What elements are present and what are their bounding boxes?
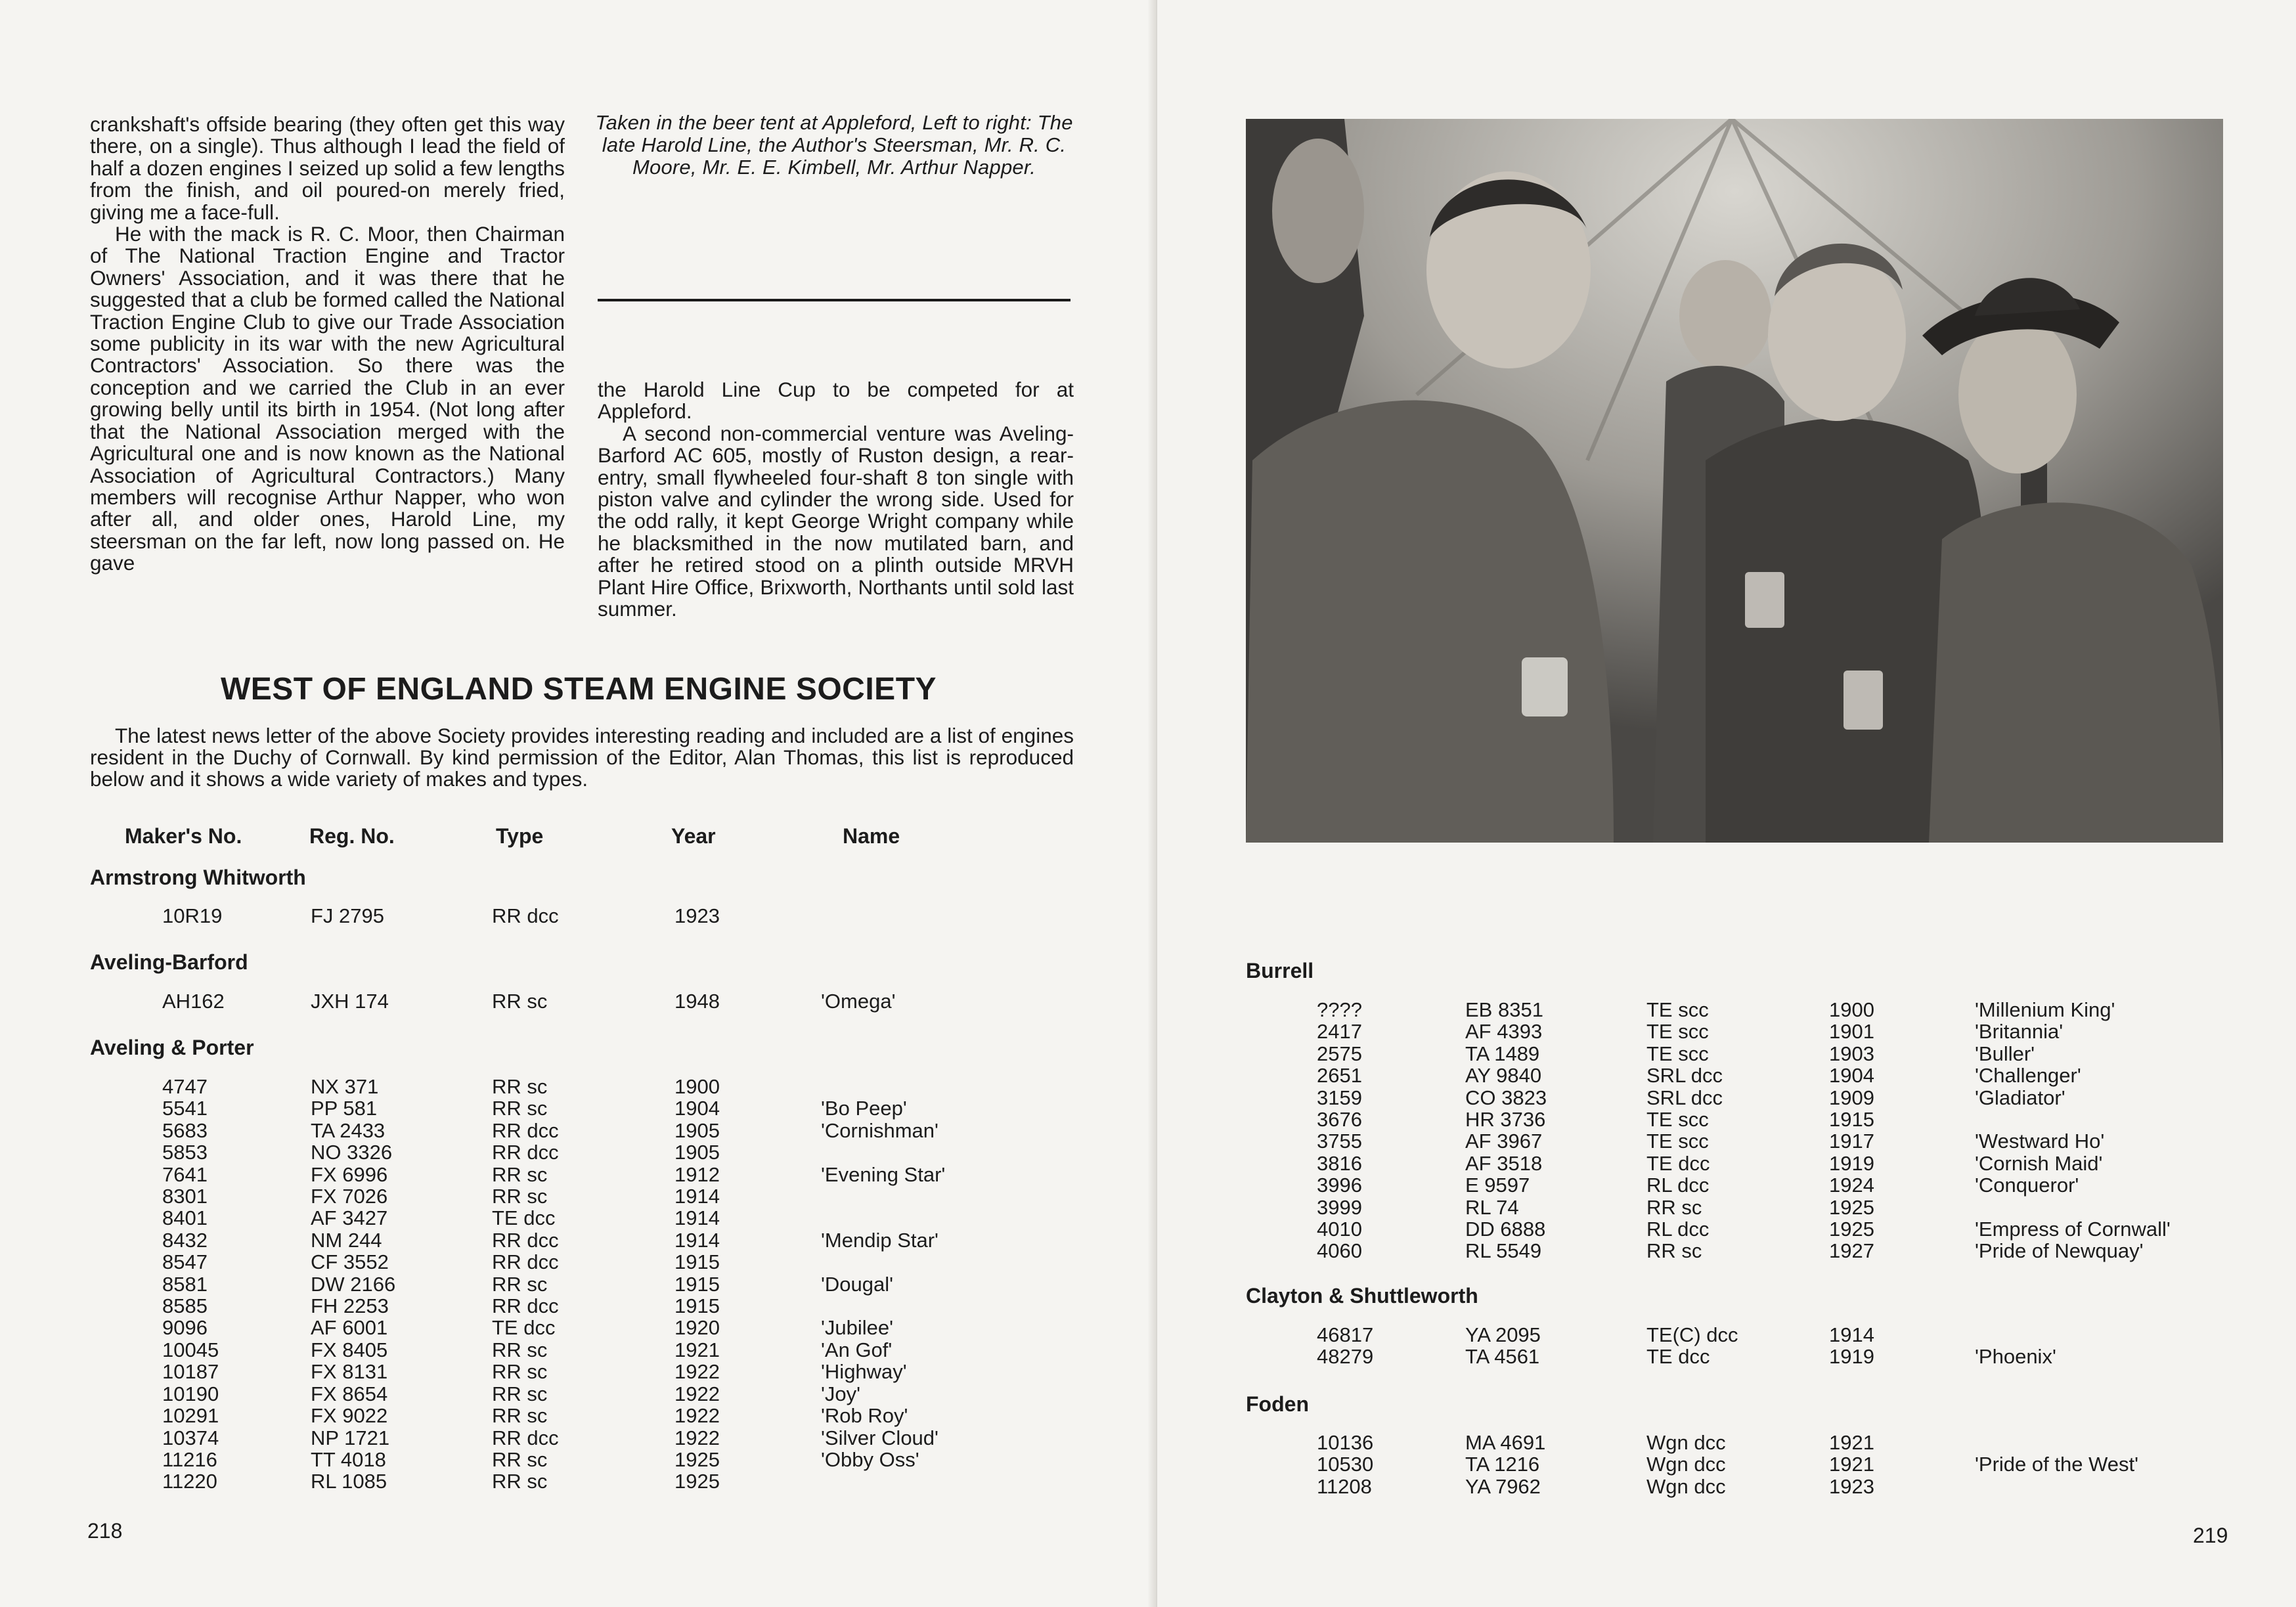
year: 1904 [1829, 1064, 1874, 1088]
engine-type: RR sc [492, 1338, 548, 1361]
engine-type: TE scc [1646, 1042, 1709, 1065]
makers-no: 8581 [162, 1272, 208, 1296]
engine-name: 'Obby Oss' [821, 1447, 919, 1471]
engine-type: RR dcc [492, 904, 559, 927]
year: 1925 [1829, 1218, 1874, 1241]
table-row [162, 1361, 945, 1382]
engine-type: RL dcc [1646, 1174, 1710, 1197]
year: 1915 [674, 1250, 720, 1274]
engine-type: RR dcc [492, 1250, 559, 1274]
table-row [1317, 1109, 2171, 1130]
engine-name: 'Evening Star' [821, 1162, 946, 1186]
year: 1919 [1829, 1345, 1874, 1369]
engine-type: TE scc [1646, 998, 1709, 1021]
table-row [1317, 1153, 2171, 1174]
divider-rule [598, 299, 1071, 301]
engine-name: 'Phoenix' [1975, 1345, 2056, 1369]
makers-no: 2651 [1317, 1064, 1362, 1088]
engine-name [1975, 1109, 2171, 1130]
reg-no: FX 6996 [311, 1162, 388, 1186]
makers-no: 10136 [1317, 1431, 1374, 1454]
engine-name [821, 1185, 945, 1207]
column-header-makers-no: Maker's No. [125, 824, 242, 848]
table-row [1317, 1346, 2056, 1367]
table-row [162, 1470, 945, 1492]
engine-type: RR dcc [492, 1228, 559, 1252]
makers-no: 10530 [1317, 1453, 1374, 1476]
engine-type: RL dcc [1646, 1218, 1710, 1241]
table-row [162, 1339, 945, 1361]
intro-paragraph: The latest news letter of the above Society provides interesting reading and included are a list of engines resident in the Duchy of Cornwall. By kind permission of the Editor, Alan Thomas, this list is reproduced below and it shows a wide variety of makes and types. [90, 724, 1074, 791]
makers-no: 8547 [162, 1250, 208, 1274]
makers-no: 5541 [162, 1097, 208, 1120]
makers-no: 9096 [162, 1316, 208, 1340]
engine-name [821, 1207, 945, 1229]
reg-no: FX 8405 [311, 1338, 388, 1361]
makers-no: 10R19 [162, 904, 223, 927]
table-row [162, 1449, 945, 1470]
makers-no: 3676 [1317, 1108, 1362, 1132]
table-row [162, 1295, 945, 1317]
year: 1919 [1829, 1151, 1874, 1175]
engine-name [821, 1141, 945, 1163]
year: 1915 [674, 1294, 720, 1318]
engine-name: 'Dougal' [821, 1272, 894, 1296]
table-row [162, 1383, 945, 1405]
table-row [1317, 1021, 2171, 1042]
year: 1900 [1829, 998, 1874, 1021]
makers-no: 10291 [162, 1404, 219, 1428]
makers-no: 11220 [162, 1470, 217, 1493]
paragraph: He with the mack is R. C. Moor, then Chairman of The National Traction Engine and Tractor Owners' Association, and it was there that he suggested that a club be formed called the National Traction Engine Club to give our Trade Association some publicity in its war with the new Agricultural Contractors' Association. So there was the conception and we carried the Club in an ever growing belly until its birth in 1954. (Not long after that the National Association merged with the Agricultural one and is now known as the National Association of Agricultural Contractors.) Many members will recognise Arthur Napper, who won after all, and older ones, Harold Line, my steersman on the far left, now long passed on. He gave [90, 222, 565, 575]
year: 1912 [674, 1162, 720, 1186]
makers-no: 11216 [162, 1447, 217, 1471]
reg-no: FX 8131 [311, 1360, 388, 1384]
reg-no: AY 9840 [1465, 1064, 1542, 1088]
makers-no: 4747 [162, 1075, 208, 1098]
engine-type: TE dcc [1646, 1151, 1710, 1175]
engine-name: 'Joy' [821, 1382, 861, 1405]
engine-type: RR sc [492, 1404, 548, 1428]
maker-heading: Clayton & Shuttleworth [1246, 1284, 1478, 1308]
reg-no: TA 4561 [1465, 1345, 1540, 1369]
table-row [162, 1207, 945, 1229]
year: 1925 [674, 1447, 720, 1471]
makers-no: 5683 [162, 1118, 208, 1142]
table-row [1317, 1130, 2171, 1152]
makers-no: 3755 [1317, 1130, 1362, 1153]
engine-type: RR sc [1646, 1195, 1702, 1219]
year: 1948 [674, 990, 720, 1013]
photo-illustration [1246, 119, 2223, 843]
engine-name: 'An Gof' [821, 1338, 893, 1361]
paragraph: the Harold Line Cup to be competed for at Appleford. [598, 378, 1074, 424]
engine-name [821, 1251, 945, 1273]
engine-name: 'Jubilee' [821, 1316, 894, 1340]
makers-no: 11208 [1317, 1474, 1372, 1498]
makers-no: AH162 [162, 990, 225, 1013]
column-header-reg-no: Reg. No. [309, 824, 395, 848]
text-column-2 [598, 379, 1074, 620]
column-header-type: Type [496, 824, 544, 848]
engine-type: TE scc [1646, 1108, 1709, 1132]
reg-no: NO 3326 [311, 1141, 393, 1164]
engine-name: 'Millenium King' [1975, 998, 2115, 1021]
maker-heading: Armstrong Whitworth [90, 866, 306, 889]
table-row [1317, 1432, 2138, 1453]
engine-type: RR sc [1646, 1239, 1702, 1263]
reg-no: FX 7026 [311, 1185, 388, 1208]
table-row [162, 1229, 945, 1251]
engine-type: RR sc [492, 990, 548, 1013]
year: 1920 [674, 1316, 720, 1340]
table-row [162, 1164, 945, 1185]
year: 1923 [1829, 1474, 1874, 1498]
makers-no: 10045 [162, 1338, 219, 1361]
section-heading: WEST OF ENGLAND STEAM ENGINE SOCIETY [220, 672, 937, 707]
engine-type: SRL dcc [1646, 1086, 1723, 1109]
engine-type: TE scc [1646, 1130, 1709, 1153]
reg-no: FX 9022 [311, 1404, 388, 1428]
engine-type: TE dcc [492, 1206, 556, 1230]
column-header-name: Name [843, 824, 900, 848]
reg-no: FJ 2795 [311, 904, 385, 927]
engine-table-foden [1317, 1432, 2138, 1497]
makers-no: 3159 [1317, 1086, 1362, 1109]
engine-type: RR dcc [492, 1426, 559, 1449]
engine-type: RR sc [492, 1470, 548, 1493]
table-row [162, 1185, 945, 1207]
table-row [1317, 1476, 2138, 1497]
year: 1900 [674, 1075, 720, 1098]
engine-type: RR sc [492, 1447, 548, 1471]
reg-no: MA 4691 [1465, 1431, 1546, 1454]
makers-no: 3816 [1317, 1151, 1362, 1175]
engine-type: RR sc [492, 1272, 548, 1296]
engine-name: 'Empress of Cornwall' [1975, 1218, 2171, 1241]
table-row [1317, 1218, 2171, 1240]
table-row [1317, 1087, 2171, 1109]
makers-no: 8432 [162, 1228, 208, 1252]
year: 1921 [1829, 1453, 1874, 1476]
engine-table-aveling-porter [162, 1076, 945, 1493]
engine-name: 'Challenger' [1975, 1064, 2081, 1088]
table-row [1317, 1453, 2138, 1475]
reg-no: NX 371 [311, 1075, 379, 1098]
makers-no: 5853 [162, 1141, 208, 1164]
engine-table-aveling-barford [162, 990, 896, 1012]
makers-no: 7641 [162, 1162, 208, 1186]
table-row [162, 1427, 945, 1449]
reg-no: FX 8654 [311, 1382, 388, 1405]
year: 1924 [1829, 1174, 1874, 1197]
year: 1914 [674, 1185, 720, 1208]
engine-type: RR sc [492, 1075, 548, 1098]
year: 1922 [674, 1404, 720, 1428]
reg-no: AF 3427 [311, 1206, 388, 1230]
engine-type: Wgn dcc [1646, 1453, 1726, 1476]
year: 1915 [1829, 1108, 1874, 1132]
reg-no: RL 5549 [1465, 1239, 1542, 1263]
engine-name: 'Cornish Maid' [1975, 1151, 2103, 1175]
reg-no: AF 4393 [1465, 1020, 1543, 1044]
table-row [162, 1405, 945, 1426]
reg-no: DW 2166 [311, 1272, 396, 1296]
engine-name: 'Silver Cloud' [821, 1426, 938, 1449]
engine-name: 'Mendip Star' [821, 1228, 938, 1252]
makers-no: 3996 [1317, 1174, 1362, 1197]
paragraph: crankshaft's offside bearing (they often get this way there, on a single). Thus although I lead the field of half a dozen engines I seized up solid a few lengths from the finish, and oil poured-on merely fried, giving me a face-full. [90, 112, 565, 224]
reg-no: JXH 174 [311, 990, 389, 1013]
engine-name [1975, 1432, 2138, 1453]
reg-no: YA 2095 [1465, 1323, 1541, 1346]
table-row [1317, 999, 2171, 1021]
engine-type: SRL dcc [1646, 1064, 1723, 1088]
engine-type: Wgn dcc [1646, 1474, 1726, 1498]
table-row [1317, 1240, 2171, 1262]
engine-name [1975, 1324, 2056, 1346]
year: 1925 [674, 1470, 720, 1493]
maker-heading: Burrell [1246, 959, 1314, 982]
reg-no: RL 1085 [311, 1470, 387, 1493]
maker-heading: Aveling & Porter [90, 1036, 254, 1059]
reg-no: NM 244 [311, 1228, 382, 1252]
engine-name: 'Omega' [821, 990, 896, 1013]
reg-no: CF 3552 [311, 1250, 389, 1274]
makers-no: 8301 [162, 1185, 208, 1208]
engine-name [1975, 1197, 2171, 1218]
reg-no: EB 8351 [1465, 998, 1543, 1021]
table-row [162, 1317, 945, 1338]
year: 1925 [1829, 1195, 1874, 1219]
engine-name: 'Highway' [821, 1360, 907, 1384]
reg-no: HR 3736 [1465, 1108, 1546, 1132]
table-row [162, 990, 896, 1012]
table-row [162, 1141, 945, 1163]
year: 1917 [1829, 1130, 1874, 1153]
year: 1914 [674, 1228, 720, 1252]
reg-no: AF 6001 [311, 1316, 388, 1340]
table-row [162, 1097, 945, 1119]
engine-name: 'Pride of the West' [1975, 1453, 2139, 1476]
table-row [1317, 1065, 2171, 1086]
year: 1903 [1829, 1042, 1874, 1065]
engine-name: 'Bo Peep' [821, 1097, 907, 1120]
year: 1923 [674, 904, 720, 927]
paragraph: A second non-commercial venture was Aveling-Barford AC 605, mostly of Ruston design, a rear-entry, small flywheeled four-shaft 8 ton single with piston valve and cylinder the wrong side. Used for the odd rally, it kept George Wright company while he blacksmithed in the now mutilated barn, and after he retired stood on a plinth outside MRVH Plant Hire Office, Brixworth, Northants until sold last summer. [598, 421, 1074, 621]
makers-no: 2575 [1317, 1042, 1362, 1065]
makers-no: 2417 [1317, 1020, 1362, 1044]
makers-no: 8585 [162, 1294, 208, 1318]
engine-type: Wgn dcc [1646, 1431, 1726, 1454]
reg-no: YA 7962 [1465, 1474, 1541, 1498]
year: 1914 [674, 1206, 720, 1230]
makers-no: 4060 [1317, 1239, 1362, 1263]
page-number: 218 [87, 1519, 123, 1543]
engine-name: 'Westward Ho' [1975, 1130, 2105, 1153]
year: 1922 [674, 1360, 720, 1384]
engine-name [821, 1076, 945, 1097]
year: 1914 [1829, 1323, 1874, 1346]
makers-no: 10374 [162, 1426, 219, 1449]
engine-name [821, 1295, 945, 1317]
table-row [1317, 1324, 2056, 1346]
makers-no: ???? [1317, 998, 1362, 1021]
reg-no: NP 1721 [311, 1426, 390, 1449]
engine-name: 'Conqueror' [1975, 1174, 2079, 1197]
engine-name: 'Rob Roy' [821, 1404, 908, 1428]
engine-type: RR sc [492, 1097, 548, 1120]
makers-no: 3999 [1317, 1195, 1362, 1219]
year: 1905 [674, 1141, 720, 1164]
reg-no: AF 3518 [1465, 1151, 1543, 1175]
reg-no: TA 1489 [1465, 1042, 1540, 1065]
page-number: 219 [2193, 1524, 2228, 1547]
engine-type: TE dcc [1646, 1345, 1710, 1369]
year: 1927 [1829, 1239, 1874, 1263]
makers-no: 8401 [162, 1206, 208, 1230]
engine-name: 'Pride of Newquay' [1975, 1239, 2144, 1263]
engine-name [821, 1470, 945, 1492]
year: 1905 [674, 1118, 720, 1142]
engine-table-clayton-shuttleworth [1317, 1324, 2056, 1368]
engine-type: RR dcc [492, 1141, 559, 1164]
engine-type: TE dcc [492, 1316, 556, 1340]
year: 1901 [1829, 1020, 1874, 1044]
year: 1922 [674, 1382, 720, 1405]
table-row [1317, 1043, 2171, 1065]
text-column-1 [90, 114, 565, 575]
engine-table-armstrong-whitworth [162, 905, 821, 927]
engine-name: 'Cornishman' [821, 1118, 938, 1142]
beer-tent-photo [1246, 119, 2223, 843]
engine-name: 'Buller' [1975, 1042, 2035, 1065]
engine-type: RR sc [492, 1382, 548, 1405]
maker-heading: Foden [1246, 1392, 1309, 1416]
reg-no: PP 581 [311, 1097, 378, 1120]
table-row [162, 1251, 945, 1273]
table-row [162, 1120, 945, 1141]
engine-type: RR sc [492, 1162, 548, 1186]
year: 1922 [674, 1426, 720, 1449]
engine-table-burrell [1317, 999, 2171, 1262]
table-row [162, 905, 821, 927]
makers-no: 10187 [162, 1360, 219, 1384]
makers-no: 4010 [1317, 1218, 1362, 1241]
makers-no: 48279 [1317, 1345, 1374, 1369]
engine-type: RR dcc [492, 1118, 559, 1142]
engine-name [1975, 1476, 2138, 1497]
maker-heading: Aveling-Barford [90, 950, 248, 974]
engine-type: TE scc [1646, 1020, 1709, 1044]
year: 1904 [674, 1097, 720, 1120]
engine-type: TE(C) dcc [1646, 1323, 1738, 1346]
reg-no: TA 1216 [1465, 1453, 1540, 1476]
table-row [1317, 1174, 2171, 1196]
makers-no: 10190 [162, 1382, 219, 1405]
table-row [162, 1273, 945, 1295]
engine-name: 'Gladiator' [1975, 1086, 2065, 1109]
reg-no: TA 2433 [311, 1118, 386, 1142]
reg-no: TT 4018 [311, 1447, 386, 1471]
engine-type: RR sc [492, 1185, 548, 1208]
column-header-year: Year [671, 824, 716, 848]
reg-no: AF 3967 [1465, 1130, 1543, 1153]
engine-type: RR sc [492, 1360, 548, 1384]
photo-caption: Taken in the beer tent at Appleford, Left to right: The late Harold Line, the Author's Steersman, Mr. R. C. Moore, Mr. E. E. Kimbell, Mr. Arthur Napper. [595, 111, 1073, 179]
engine-name: 'Britannia' [1975, 1020, 2064, 1044]
reg-no: DD 6888 [1465, 1218, 1546, 1241]
year: 1909 [1829, 1086, 1874, 1109]
year: 1921 [1829, 1431, 1874, 1454]
makers-no: 46817 [1317, 1323, 1374, 1346]
reg-no: E 9597 [1465, 1174, 1530, 1197]
table-row [1317, 1197, 2171, 1218]
reg-no: RL 74 [1465, 1195, 1519, 1219]
engine-type: RR dcc [492, 1294, 559, 1318]
year: 1921 [674, 1338, 720, 1361]
year: 1915 [674, 1272, 720, 1296]
reg-no: CO 3823 [1465, 1086, 1547, 1109]
table-row [162, 1076, 945, 1097]
reg-no: FH 2253 [311, 1294, 389, 1318]
